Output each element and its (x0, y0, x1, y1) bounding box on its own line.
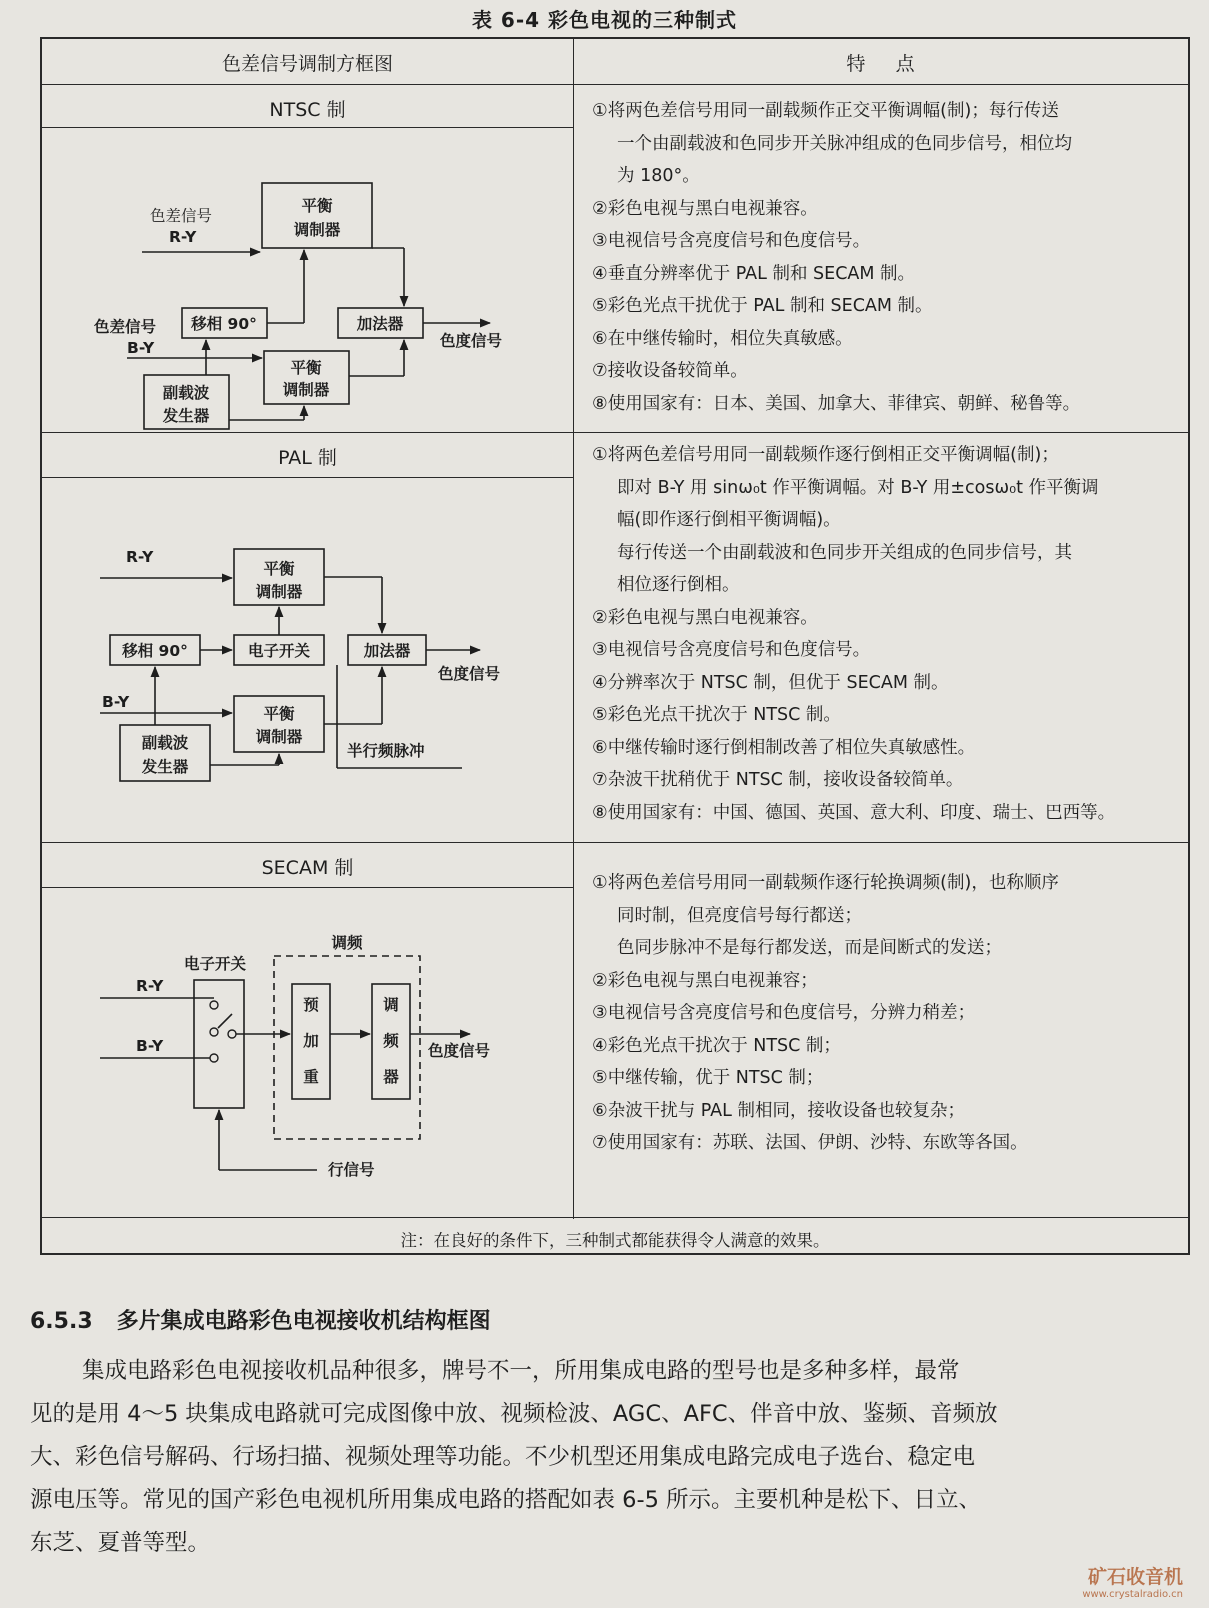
color-tv-systems-table (40, 37, 1190, 1255)
pal-subcarrier-line1: 副载波 (141, 734, 189, 752)
ntsc-adder-label: 加法器 (356, 315, 404, 333)
paragraph-line: 东芝、夏普等型。 (30, 1530, 211, 1556)
secam-diagram (42, 888, 573, 1218)
column-divider (573, 39, 574, 1219)
secam-features (592, 867, 1192, 1160)
header-right: 特 点 (846, 53, 915, 75)
paragraph-line: 见的是用 4～5 块集成电路就可完成图像中放、视频检波、AGC、AFC、伴音中放、鉴频、音频放 (30, 1401, 998, 1427)
ntsc-features (592, 95, 1192, 420)
secam-feature: 色同步脉冲不是每行都发送，而是间断式的发送； (617, 938, 1002, 958)
ntsc-bm1-line1: 平衡 (301, 197, 333, 215)
ntsc-by-label: B-Y (127, 339, 155, 357)
secam-mod-3: 器 (383, 1068, 399, 1086)
pal-feature: 每行传送一个由副载波和色同步开关组成的色同步信号，其 (617, 542, 1072, 563)
secam-pre-1: 预 (303, 996, 319, 1014)
pal-feature: ④分辨率次于 NTSC 制，但优于 SECAM 制。 (592, 672, 949, 693)
secam-pre-3: 重 (303, 1068, 319, 1086)
ntsc-title: NTSC 制 (269, 99, 346, 121)
secam-feature: ⑦使用国家有：苏联、法国、伊朗、沙特、东欧等各国。 (592, 1133, 1028, 1153)
pal-bm1-line2: 调制器 (255, 583, 303, 601)
body-paragraph (30, 1350, 1175, 1565)
pal-half-line-pulse-label: 半行频脉冲 (347, 742, 425, 760)
secam-switch-label: 电子开关 (184, 955, 247, 973)
header-divider (42, 84, 1188, 85)
pal-adder-label: 加法器 (363, 642, 411, 660)
pal-feature: 即对 B-Y 用 sinω₀t 作平衡调幅。对 B-Y 用±cosω₀t 作平衡调 (617, 477, 1099, 498)
ntsc-bm1-line2: 调制器 (293, 221, 341, 239)
ntsc-feature: ①将两色差信号用同一副载频作正交平衡调幅(制)；每行传送 (592, 101, 1059, 121)
table-note: 注：在良好的条件下，三种制式都能获得令人满意的效果。 (400, 1231, 830, 1250)
pal-bm1-line1: 平衡 (263, 560, 295, 578)
pal-feature: ②彩色电视与黑白电视兼容。 (592, 607, 818, 628)
secam-switch-box (194, 980, 244, 1108)
pal-bm2-line1: 平衡 (263, 705, 295, 723)
row-divider-1 (42, 432, 1188, 433)
table-caption: 表 6-4 彩色电视的三种制式 (471, 8, 738, 32)
ntsc-feature: 为 180°。 (617, 166, 700, 186)
ntsc-phase-shift-label: 移相 90° (191, 315, 257, 333)
ntsc-subcarrier-line1: 副载波 (162, 384, 210, 402)
paragraph-line: 源电压等。常见的国产彩色电视机所用集成电路的搭配如表 6-5 所示。主要机种是松下、日立、 (30, 1487, 982, 1513)
secam-feature: 同时制，但亮度信号每行都送； (617, 905, 862, 926)
ntsc-feature: ⑤彩色光点干扰优于 PAL 制和 SECAM 制。 (592, 296, 933, 316)
pal-switch-label: 电子开关 (247, 642, 311, 660)
row-divider-2 (42, 842, 1188, 843)
pal-diagram (42, 478, 573, 842)
secam-feature: ③电视信号含亮度信号和色度信号，分辨力稍差； (592, 1003, 976, 1023)
pal-title: PAL 制 (278, 447, 337, 469)
ntsc-feature: ④垂直分辨率优于 PAL 制和 SECAM 制。 (592, 263, 916, 284)
pal-feature: ⑤彩色光点干扰次于 NTSC 制。 (592, 705, 841, 725)
section-number: 6.5.3 (30, 1309, 93, 1334)
paragraph-line: 大、彩色信号解码、行场扫描、视频处理等功能。不少机型还用集成电路完成电子选台、稳定电 (30, 1444, 976, 1470)
secam-mod-2: 频 (383, 1032, 399, 1050)
pal-bm2-line2: 调制器 (255, 728, 303, 746)
ntsc-feature: ⑧使用国家有：日本、美国、加拿大、菲律宾、朝鲜、秘鲁等。 (592, 393, 1081, 414)
pal-by-label: B-Y (102, 693, 130, 711)
ntsc-feature: 一个由副载波和色同步开关脉冲组成的色同步信号，相位均 (617, 133, 1072, 154)
secam-fm-label: 调频 (331, 934, 363, 952)
watermark-url: www.crystalradio.cn (1082, 1589, 1183, 1600)
secam-feature: ④彩色光点干扰次于 NTSC 制； (592, 1035, 841, 1056)
pal-features (592, 439, 1192, 829)
watermark (1082, 1562, 1183, 1600)
secam-pre-2: 加 (303, 1032, 319, 1050)
pal-ry-label: R-Y (126, 548, 154, 566)
secam-by-label: B-Y (136, 1037, 164, 1055)
pal-feature: ⑧使用国家有：中国、德国、英国、意大利、印度、瑞士、巴西等。 (592, 802, 1116, 823)
ntsc-subcarrier-line2: 发生器 (162, 407, 210, 425)
pal-feature: ⑦杂波干扰稍优于 NTSC 制，接收设备较简单。 (592, 770, 964, 790)
pal-subcarrier-line2: 发生器 (141, 758, 189, 776)
pal-feature: ①将两色差信号用同一副载频作逐行倒相正交平衡调幅(制)； (592, 445, 1059, 465)
ntsc-feature: ②彩色电视与黑白电视兼容。 (592, 198, 818, 219)
section-title: 多片集成电路彩色电视接收机结构框图 (116, 1309, 491, 1334)
section-heading (30, 1304, 491, 1335)
ntsc-bm2-line1: 平衡 (290, 359, 322, 377)
paragraph-line: 集成电路彩色电视接收机品种很多，牌号不一，所用集成电路的型号也是多种多样，最常 (82, 1358, 960, 1384)
ntsc-ry-label: R-Y (169, 228, 197, 246)
secam-mod-1: 调 (383, 996, 399, 1014)
secam-feature: ⑤中继传输，优于 NTSC 制； (592, 1068, 824, 1088)
secam-feature: ②彩色电视与黑白电视兼容； (592, 970, 818, 991)
pal-output-label: 色度信号 (438, 665, 501, 683)
pal-feature: ③电视信号含亮度信号和色度信号。 (592, 640, 871, 660)
secam-title: SECAM 制 (261, 857, 354, 879)
ntsc-diagram (42, 128, 573, 432)
ntsc-chroma-label-2: 色差信号 (94, 318, 157, 336)
secam-output-label: 色度信号 (428, 1042, 491, 1060)
ntsc-output-label: 色度信号 (440, 332, 503, 350)
ntsc-chroma-label-1: 色差信号 (150, 207, 213, 225)
watermark-text: 矿石收音机 (1087, 1566, 1183, 1588)
ntsc-feature: ⑥在中继传输时，相位失真敏感。 (592, 328, 853, 349)
pal-feature: 相位逐行倒相。 (617, 575, 740, 595)
secam-feature: ①将两色差信号用同一副载频作逐行轮换调频(制)，也称顺序 (592, 873, 1059, 893)
secam-line-signal-label: 行信号 (328, 1161, 375, 1179)
pal-feature: ⑥中继传输时逐行倒相制改善了相位失真敏感性。 (592, 737, 976, 758)
pal-feature: 幅(即作逐行倒相平衡调幅)。 (617, 510, 841, 530)
secam-ry-label: R-Y (136, 977, 164, 995)
ntsc-feature: ⑦接收设备较简单。 (592, 361, 748, 381)
pal-phase-shift-label: 移相 90° (122, 642, 188, 660)
header-left: 色差信号调制方框图 (221, 53, 393, 75)
ntsc-feature: ③电视信号含亮度信号和色度信号。 (592, 231, 871, 251)
ntsc-bm2-line2: 调制器 (282, 381, 330, 399)
secam-feature: ⑥杂波干扰与 PAL 制相同，接收设备也较复杂； (592, 1100, 965, 1121)
